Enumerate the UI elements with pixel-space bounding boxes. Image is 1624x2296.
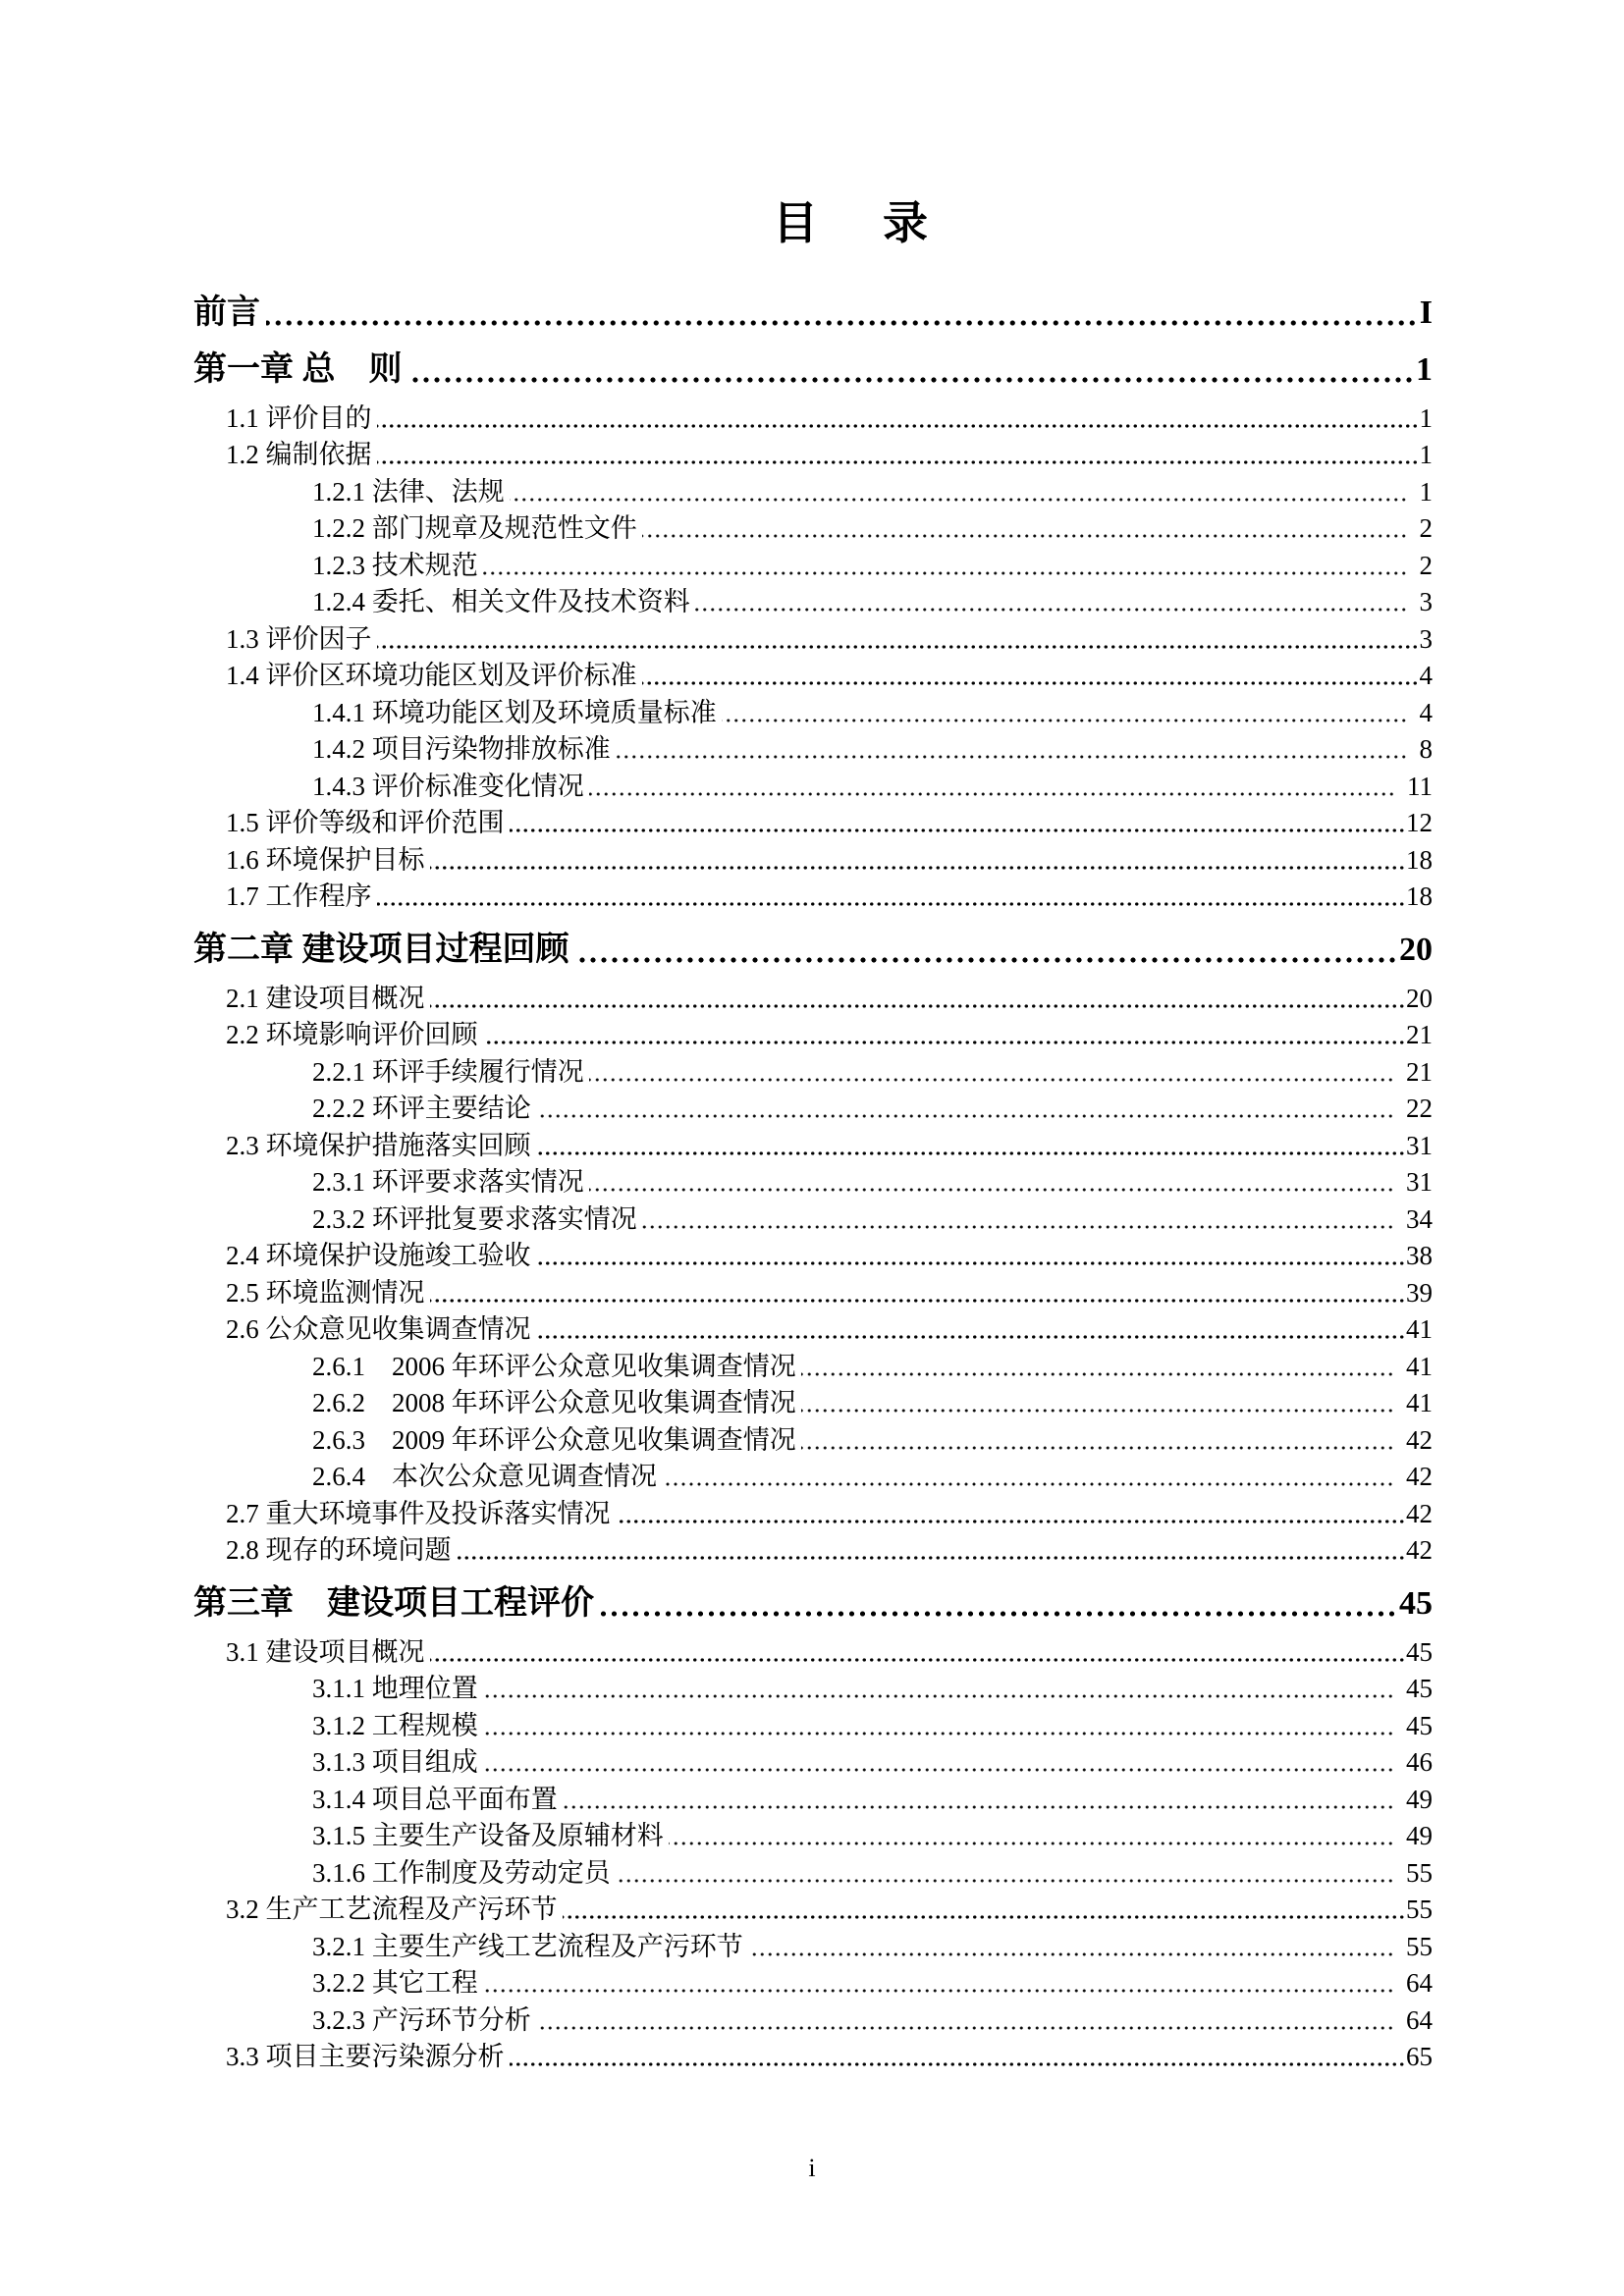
- toc-dot-leader: [483, 1694, 1394, 1698]
- toc-dot-leader: [662, 1482, 1394, 1486]
- toc-dot-leader: [430, 1658, 1406, 1662]
- toc-entry: [193, 1742, 1433, 1780]
- toc-entry-label: 2.6 公众意见收集调查情况: [226, 1314, 531, 1345]
- toc-dot-leader: [589, 1188, 1394, 1192]
- toc-entry-page: 42: [1406, 1498, 1433, 1528]
- toc-dot-leader: [563, 1805, 1394, 1809]
- toc-entry-label: 1.2.3 技术规范: [312, 550, 478, 580]
- toc-entry-page: 1: [1419, 440, 1433, 470]
- toc-entry-label: 1.4.3 评价标准变化情况: [312, 771, 584, 801]
- toc-entry-label: 1.7 工作程序: [226, 881, 372, 912]
- toc-entry-page: 4: [1419, 661, 1433, 691]
- toc-entry-page: 1: [1419, 402, 1433, 433]
- toc-entry-page: I: [1419, 294, 1433, 331]
- toc-entry-label: 3.3 项目主要污染源分析: [226, 2042, 505, 2072]
- toc-dot-leader: [536, 2026, 1394, 2030]
- toc-entry: [193, 978, 1433, 1015]
- toc-entry: [193, 839, 1433, 877]
- toc-entry: [193, 347, 1433, 390]
- toc-entry-label: 1.1 评价目的: [226, 402, 372, 433]
- toc-entry-label: 2.6.4 本次公众意见调查情况: [312, 1462, 657, 1492]
- toc-entry: [193, 1309, 1433, 1347]
- toc-entry-label: 2.6.1 2006 年环评公众意见收集调查情况: [312, 1351, 796, 1381]
- toc-entry-label: 2.2 环境影响评价回顾: [226, 1020, 478, 1050]
- toc-entry: [193, 1493, 1433, 1530]
- toc-entry: [193, 1631, 1433, 1669]
- toc-entry: [193, 1051, 1433, 1089]
- toc-entry-label: 1.2.1 法律、法规: [312, 476, 505, 507]
- toc-entry-page: 65: [1406, 2042, 1433, 2072]
- toc-entry: [193, 2037, 1433, 2074]
- toc-entry-label: 第一章 总 则: [193, 350, 403, 388]
- toc-entry: [193, 398, 1433, 435]
- toc-dot-leader: [483, 1732, 1394, 1735]
- toc-entry-label: 2.3.1 环评要求落实情况: [312, 1167, 584, 1198]
- toc-entry: [193, 1419, 1433, 1457]
- toc-dot-leader: [616, 1879, 1394, 1883]
- toc-entry: [193, 1015, 1433, 1052]
- toc-entry: [193, 1530, 1433, 1568]
- toc-entry-label: 3.2.1 主要生产线工艺流程及产污环节: [312, 1931, 743, 1961]
- toc-entry: [193, 2000, 1433, 2037]
- toc-dot-leader: [483, 1768, 1394, 1772]
- toc-entry-label: 3.1 建设项目概况: [226, 1636, 425, 1667]
- toc-dot-leader: [563, 1915, 1406, 1919]
- toc-entry-page: 34: [1406, 1203, 1433, 1234]
- toc-entry: [193, 877, 1433, 914]
- toc-entry-label: 3.1.4 项目总平面布置: [312, 1784, 558, 1814]
- toc-entry-label: 3.1.3 项目组成: [312, 1747, 478, 1778]
- toc-entry-page: 41: [1406, 1314, 1433, 1345]
- toc-dot-leader: [589, 1078, 1394, 1082]
- toc-entry-page: 38: [1406, 1241, 1433, 1271]
- toc-dot-leader: [536, 1261, 1406, 1265]
- toc-dot-leader: [642, 534, 1408, 538]
- toc-entry-page: 64: [1406, 2004, 1433, 2035]
- toc-entry-label: 3.2 生产工艺流程及产污环节: [226, 1895, 558, 1925]
- toc-entry-label: 1.2.2 部门规章及规范性文件: [312, 513, 637, 544]
- toc-dot-leader: [722, 719, 1408, 722]
- toc-entry-page: 64: [1406, 1968, 1433, 1999]
- toc-entry-page: 42: [1406, 1535, 1433, 1566]
- toc-entry: [193, 435, 1433, 472]
- toc-entry-page: 49: [1406, 1784, 1433, 1814]
- toc-dot-leader: [377, 902, 1406, 906]
- page-title: 目 录: [773, 198, 938, 248]
- toc-dot-leader: [801, 1409, 1394, 1413]
- toc-entry-page: 31: [1406, 1167, 1433, 1198]
- toc-entry-page: 42: [1406, 1424, 1433, 1455]
- toc-entry-label: 2.8 现存的环境问题: [226, 1535, 452, 1566]
- toc-dot-leader: [430, 1004, 1406, 1008]
- toc-entry-page: 49: [1406, 1821, 1433, 1851]
- toc-entry: [193, 656, 1433, 693]
- toc-dot-leader: [408, 377, 1415, 383]
- toc-entry-page: 1: [1419, 476, 1433, 507]
- toc-entry-page: 18: [1406, 881, 1433, 912]
- toc-entry-label: 前言: [193, 294, 260, 331]
- toc-dot-leader: [510, 828, 1406, 832]
- toc-dot-leader: [483, 1041, 1406, 1044]
- toc-entry-page: 55: [1406, 1931, 1433, 1961]
- toc-dot-leader: [575, 957, 1398, 963]
- toc-dot-leader: [536, 1151, 1406, 1155]
- toc-entry-label: 2.6.2 2008 年环评公众意见收集调查情况: [312, 1388, 796, 1418]
- toc-entry: [193, 692, 1433, 729]
- toc-entry-page: 1: [1416, 350, 1433, 388]
- toc-entry-page: 20: [1406, 983, 1433, 1013]
- toc-dot-leader: [536, 1335, 1406, 1339]
- toc-entry-label: 2.4 环境保护设施竣工验收: [226, 1241, 531, 1271]
- toc-entry-label: 2.2.1 环评手续履行情况: [312, 1056, 584, 1087]
- toc-entry: [193, 766, 1433, 803]
- toc-entry: [193, 471, 1433, 508]
- toc-entry-label: 2.5 环境监测情况: [226, 1277, 425, 1308]
- toc-entry: [193, 1779, 1433, 1816]
- toc-entry: [193, 1236, 1433, 1273]
- toc-entry-page: 18: [1406, 844, 1433, 875]
- toc-dot-leader: [457, 1556, 1406, 1560]
- toc-entry-page: 31: [1406, 1130, 1433, 1160]
- toc-entry-page: 39: [1406, 1277, 1433, 1308]
- toc-entry-label: 2.3.2 环评批复要求落实情况: [312, 1203, 637, 1234]
- toc-entry-page: 42: [1406, 1462, 1433, 1492]
- toc-dot-leader: [695, 608, 1408, 612]
- toc-entry-label: 1.6 环境保护目标: [226, 844, 425, 875]
- toc-entry: [193, 1125, 1433, 1162]
- toc-entry: [193, 1669, 1433, 1706]
- toc-entry-page: 2: [1419, 550, 1433, 580]
- toc-entry-page: 41: [1406, 1351, 1433, 1381]
- toc-entry-page: 3: [1419, 623, 1433, 654]
- toc-dot-leader: [377, 460, 1419, 464]
- toc-entry-label: 2.6.3 2009 年环评公众意见收集调查情况: [312, 1424, 796, 1455]
- toc-entry: [193, 1272, 1433, 1309]
- toc-dot-leader: [510, 498, 1408, 502]
- toc-entry: [193, 545, 1433, 582]
- toc-entry: [193, 1162, 1433, 1200]
- toc-entry: [193, 1926, 1433, 1963]
- toc-entry: [193, 618, 1433, 656]
- toc-entry-page: 45: [1399, 1584, 1433, 1622]
- toc-entry-page: 46: [1406, 1747, 1433, 1778]
- toc-entry-label: 1.4.2 项目污染物排放标准: [312, 734, 611, 765]
- toc-entry: [193, 1383, 1433, 1420]
- toc-entry: [193, 1457, 1433, 1494]
- toc-entry: [193, 1580, 1433, 1624]
- toc-entry-page: 45: [1406, 1710, 1433, 1740]
- toc-entry-label: 1.2 编制依据: [226, 440, 372, 470]
- toc-entry-page: 21: [1406, 1020, 1433, 1050]
- toc-entry-page: 4: [1419, 697, 1433, 727]
- toc-entry: [193, 1705, 1433, 1742]
- toc-entry: [193, 508, 1433, 546]
- toc-entry-label: 3.1.2 工程规模: [312, 1710, 478, 1740]
- toc-entry-label: 2.2.2 环评主要结论: [312, 1094, 531, 1124]
- toc-dot-leader: [430, 1299, 1406, 1303]
- toc-entry-label: 1.5 评价等级和评价范围: [226, 808, 505, 838]
- toc-entry-label: 1.4 评价区环境功能区划及评价标准: [226, 661, 637, 691]
- toc-entry-label: 3.2.2 其它工程: [312, 1968, 478, 1999]
- toc-entry-page: 8: [1419, 734, 1433, 765]
- toc-entry-page: 3: [1419, 587, 1433, 617]
- toc-entry-page: 55: [1406, 1895, 1433, 1925]
- footer-page-number: i: [808, 2154, 816, 2182]
- toc-dot-leader: [616, 755, 1408, 759]
- toc-entry-page: 22: [1406, 1094, 1433, 1124]
- toc-entry-label: 第二章 建设项目过程回顾: [193, 931, 569, 968]
- toc-dot-leader: [600, 1611, 1397, 1617]
- toc-entry: [193, 729, 1433, 767]
- toc-entry: [193, 1852, 1433, 1890]
- toc-dot-leader: [536, 1114, 1394, 1118]
- toc-entry-page: 21: [1406, 1056, 1433, 1087]
- toc-dot-leader: [669, 1842, 1394, 1845]
- toc-entry-page: 2: [1419, 513, 1433, 544]
- toc-entry: [193, 290, 1433, 333]
- toc-entry-page: 45: [1406, 1674, 1433, 1704]
- toc-entry: [193, 1963, 1433, 2001]
- toc-entry-label: 第三章 建设项目工程评价: [193, 1584, 594, 1622]
- toc-entry: [193, 1890, 1433, 1927]
- toc-dot-leader: [642, 1225, 1394, 1229]
- toc-dot-leader: [483, 1989, 1394, 1993]
- toc-entry-label: 2.1 建设项目概况: [226, 983, 425, 1013]
- toc-entry-label: 2.7 重大环境事件及投诉落实情况: [226, 1498, 611, 1528]
- toc-entry-label: 3.1.5 主要生产设备及原辅材料: [312, 1821, 664, 1851]
- toc-dot-leader: [377, 424, 1419, 428]
- toc-entry-label: 3.1.1 地理位置: [312, 1674, 478, 1704]
- toc-dot-leader: [748, 1952, 1394, 1956]
- toc-entry: [193, 927, 1433, 970]
- toc-list: [193, 290, 1433, 2073]
- toc-dot-leader: [510, 2062, 1406, 2066]
- toc-entry-page: 12: [1406, 808, 1433, 838]
- toc-entry-page: 55: [1406, 1857, 1433, 1888]
- toc-dot-leader: [801, 1446, 1394, 1450]
- toc-entry-page: 41: [1406, 1388, 1433, 1418]
- toc-dot-leader: [377, 645, 1419, 649]
- toc-entry: [193, 1346, 1433, 1383]
- toc-dot-leader: [589, 792, 1395, 796]
- toc-entry: [193, 803, 1433, 840]
- toc-entry: [193, 1199, 1433, 1236]
- toc-dot-leader: [430, 866, 1406, 870]
- toc-entry: [193, 582, 1433, 619]
- toc-entry-page: 20: [1399, 931, 1433, 968]
- toc-entry-label: 1.2.4 委托、相关文件及技术资料: [312, 587, 690, 617]
- toc-entry-page: 45: [1406, 1636, 1433, 1667]
- toc-entry-label: 2.3 环境保护措施落实回顾: [226, 1130, 531, 1160]
- toc-dot-leader: [616, 1520, 1406, 1523]
- toc-dot-leader: [266, 320, 1418, 326]
- toc-dot-leader: [483, 571, 1408, 575]
- toc-dot-leader: [642, 681, 1419, 685]
- toc-entry-label: 3.1.6 工作制度及劳动定员: [312, 1857, 611, 1888]
- toc-entry-page: 11: [1407, 771, 1433, 801]
- toc-entry: [193, 1816, 1433, 1853]
- toc-entry-label: 1.3 评价因子: [226, 623, 372, 654]
- toc-entry-label: 3.2.3 产污环节分析: [312, 2004, 531, 2035]
- toc-dot-leader: [801, 1372, 1394, 1376]
- toc-entry: [193, 1089, 1433, 1126]
- toc-entry-label: 1.4.1 环境功能区划及环境质量标准: [312, 697, 717, 727]
